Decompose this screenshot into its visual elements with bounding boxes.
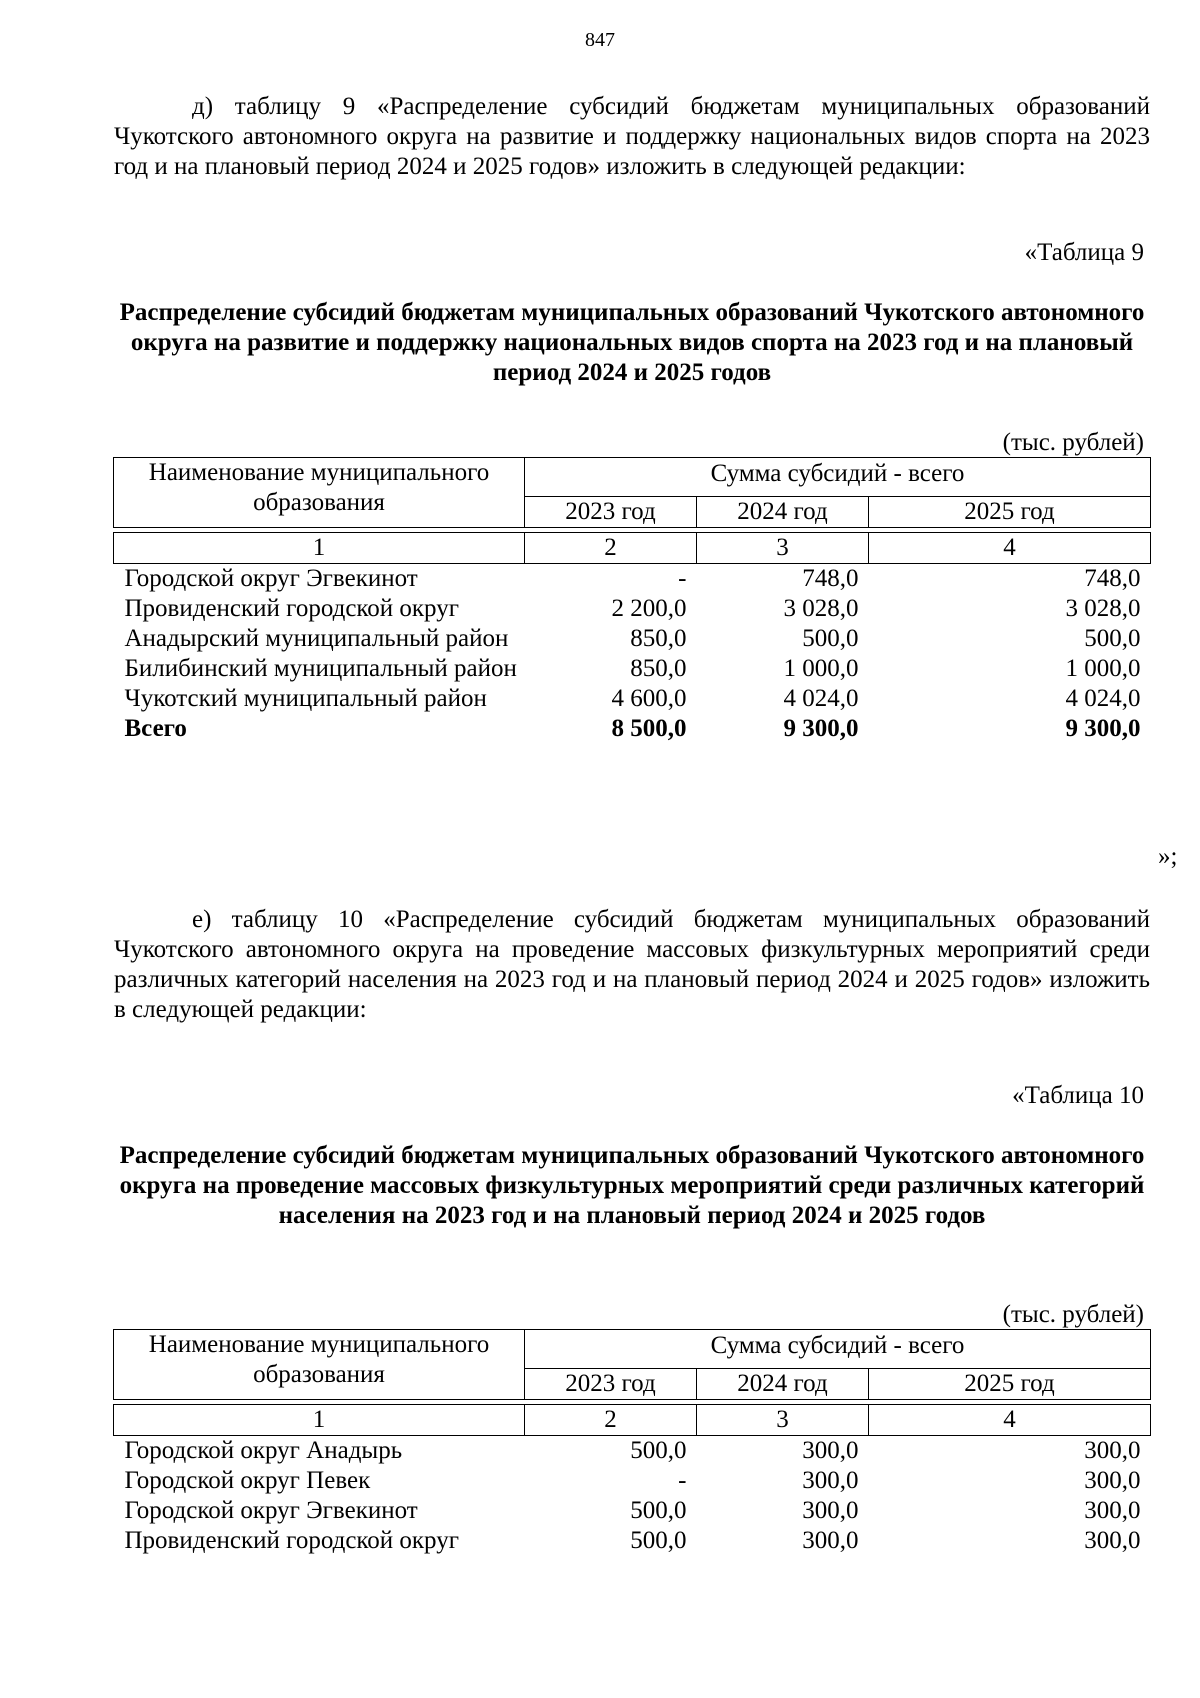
table10-row-2025: 300,0	[1084, 1527, 1141, 1554]
table10-row-2025: 300,0	[1084, 1467, 1141, 1494]
table-row	[114, 1496, 1151, 1526]
table9-row-2025: 748,0	[1084, 565, 1141, 592]
table10-row-2023: 500,0	[630, 1437, 687, 1464]
table10-header-sum: Сумма субсидий - всего	[525, 1330, 1151, 1369]
table10-colnum-2: 2	[525, 1405, 697, 1436]
table9-title: Распределение субсидий бюджетам муниципальных образований Чукотского автономного округа на развитие и поддержку национальных видов спорта на 2023 год и на плановый период 2024 и 2025 годов	[119, 299, 1145, 386]
table10-header-name: Наименование муниципального образования	[114, 1330, 525, 1400]
table9-header-2025: 2025 год	[869, 497, 1151, 528]
table10-row-2025: 300,0	[1084, 1437, 1141, 1464]
page-number: 847	[585, 29, 615, 51]
table9-colnum-1: 1	[114, 533, 525, 564]
table9-row-2024: 3 028,0	[783, 595, 859, 622]
table10-colnum-1: 1	[114, 1405, 525, 1436]
table10-label: «Таблица 10	[1012, 1082, 1144, 1109]
table9-total-row	[114, 714, 1151, 744]
table9-row-2023: 850,0	[630, 655, 687, 682]
table10-row-2023: 500,0	[630, 1527, 687, 1554]
table10-header-2024: 2024 год	[697, 1369, 869, 1400]
table9-row-2023: -	[678, 565, 687, 592]
table9-row-2023: 4 600,0	[611, 685, 687, 712]
table10-colnum-4: 4	[869, 1405, 1151, 1436]
paragraph-e-text: е) таблицу 10 «Распределение субсидий бюджетам муниципальных образований Чукотского автономного округа на проведение массовых физкультурных мероприятий среди различных категорий населения на 2023 год и на плановый период 2024 и 2025 годов» изложить в следующей редакции:	[114, 906, 1150, 1023]
table-row	[114, 1466, 1151, 1496]
table9-colnum-4: 4	[869, 533, 1151, 564]
table-row	[114, 654, 1151, 684]
table9-row-2025: 3 028,0	[1065, 595, 1141, 622]
table10-row-name: Городской округ Эгвекинот	[124, 1497, 418, 1524]
table10-header-2023: 2023 год	[525, 1369, 697, 1400]
table10-row-2024: 300,0	[802, 1437, 859, 1464]
table10-row-2025: 300,0	[1084, 1497, 1141, 1524]
table9-row-name: Билибинский муниципальный район	[124, 655, 517, 682]
table10-row-2023: -	[678, 1467, 687, 1494]
table9-row-2023: 850,0	[630, 625, 687, 652]
table9-row-2025: 500,0	[1084, 625, 1141, 652]
table9-header-2024: 2024 год	[697, 497, 869, 528]
table10-row-name: Городской округ Певек	[124, 1467, 371, 1494]
table-row	[114, 594, 1151, 624]
table-row	[114, 1526, 1151, 1556]
table10	[113, 1329, 1151, 1556]
table9-row-2024: 4 024,0	[783, 685, 859, 712]
table9-total-2024: 9 300,0	[783, 715, 859, 742]
table10-colnum-3: 3	[697, 1405, 869, 1436]
table-row	[114, 624, 1151, 654]
table9-row-name: Анадырский муниципальный район	[124, 625, 509, 652]
table9-units: (тыс. рублей)	[1002, 429, 1144, 456]
table9-header-name: Наименование муниципального образования	[114, 458, 525, 528]
table9-colnum-3: 3	[697, 533, 869, 564]
table10-row-2024: 300,0	[802, 1467, 859, 1494]
table-row	[114, 564, 1151, 595]
table9	[113, 457, 1151, 744]
table10-header-2025: 2025 год	[869, 1369, 1151, 1400]
table9-total-2023: 8 500,0	[611, 715, 687, 742]
table10-row-name: Провиденский городской округ	[124, 1527, 459, 1554]
table9-colnum-2: 2	[525, 533, 697, 564]
table10-row-name: Городской округ Анадырь	[124, 1437, 403, 1464]
table9-closing-quote: »;	[1158, 843, 1178, 870]
table-row	[114, 1436, 1151, 1467]
paragraph-d-text: д) таблицу 9 «Распределение субсидий бюджетам муниципальных образований Чукотского автономного округа на развитие и поддержку национальных видов спорта на 2023 год и на плановый период 2024 и 2025 годов» изложить в следующей редакции:	[114, 93, 1150, 180]
table10-row-2024: 300,0	[802, 1497, 859, 1524]
table10-row-2024: 300,0	[802, 1527, 859, 1554]
table9-row-2024: 500,0	[802, 625, 859, 652]
table9-row-name: Чукотский муниципальный район	[124, 685, 487, 712]
paragraph-e	[114, 905, 1150, 1025]
table9-row-2023: 2 200,0	[611, 595, 687, 622]
table9-row-2025: 4 024,0	[1065, 685, 1141, 712]
table9-row-name: Провиденский городской округ	[124, 595, 459, 622]
table9-row-2024: 748,0	[802, 565, 859, 592]
table9-total-2025: 9 300,0	[1065, 715, 1141, 742]
table9-row-2025: 1 000,0	[1065, 655, 1141, 682]
table-row	[114, 684, 1151, 714]
paragraph-d	[114, 92, 1150, 182]
table9-label: «Таблица 9	[1024, 239, 1144, 266]
table9-total-label: Всего	[124, 715, 187, 742]
table10-title: Распределение субсидий бюджетам муниципальных образований Чукотского автономного округа на проведение массовых физкультурных мероприятий среди различных категорий населения на 2023 год и на плановый период 2024 и 2025 годов	[119, 1142, 1145, 1229]
table9-header-2023: 2023 год	[525, 497, 697, 528]
table10-row-2023: 500,0	[630, 1497, 687, 1524]
table9-header-sum: Сумма субсидий - всего	[525, 458, 1151, 497]
table9-row-2024: 1 000,0	[783, 655, 859, 682]
table9-row-name: Городской округ Эгвекинот	[124, 565, 418, 592]
table10-units: (тыс. рублей)	[1002, 1301, 1144, 1328]
